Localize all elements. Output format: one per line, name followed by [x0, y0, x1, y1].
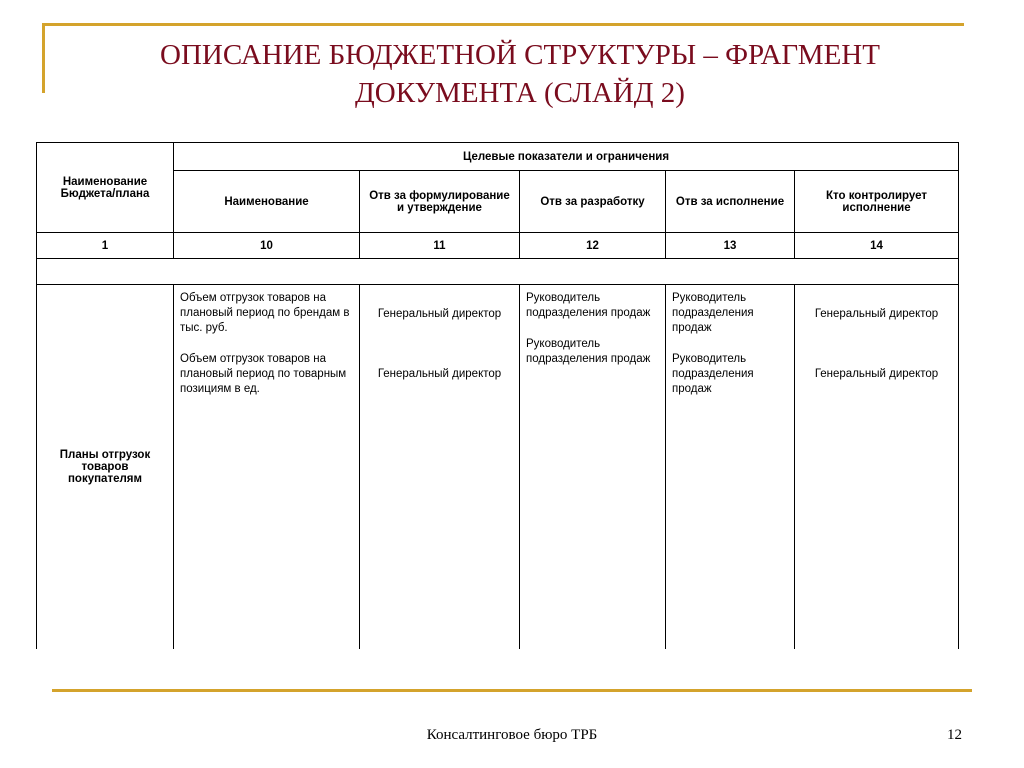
frame-left-line — [42, 23, 45, 93]
develop-cell — [520, 285, 666, 649]
page-number: 12 — [947, 727, 962, 743]
target-name-2: Объем отгрузок товаров на плановый период по товарным позициям в ед. — [180, 353, 347, 395]
develop-2: Руководитель подразделения продаж — [526, 338, 651, 365]
approve-2: Генеральный директор — [377, 368, 502, 380]
column-number-11: 11 — [360, 233, 520, 259]
approve-cell — [360, 285, 520, 649]
header-name: Наименование — [174, 171, 360, 233]
control-1: Генеральный директор — [814, 308, 939, 320]
column-number-12: 12 — [520, 233, 666, 259]
header-execute: Отв за исполнение — [666, 171, 795, 233]
slide-title — [80, 36, 960, 112]
approve-1: Генеральный директор — [377, 308, 502, 320]
budget-structure-table — [36, 142, 959, 649]
slide-title-line-2: ДОКУМЕНТА (СЛАЙД 2) — [355, 77, 685, 109]
target-name-1: Объем отгрузок товаров на плановый период по брендам в тыс. руб. — [180, 292, 350, 334]
control-cell — [795, 285, 959, 649]
develop-1: Руководитель подразделения продаж — [526, 292, 651, 319]
empty-separator-row — [37, 259, 959, 285]
execute-2: Руководитель подразделения продаж — [672, 353, 754, 395]
execute-1: Руководитель подразделения продаж — [672, 292, 754, 334]
budget-plan-cell: Планы отгрузок товаров покупателям — [37, 285, 174, 649]
header-group-targets: Целевые показатели и ограничения — [174, 143, 959, 171]
header-control: Кто контролирует исполнение — [795, 171, 959, 233]
column-number-13: 13 — [666, 233, 795, 259]
footer-company: Консалтинговое бюро ТРБ — [426, 727, 598, 743]
frame-top-line — [42, 23, 964, 26]
target-names-cell — [174, 285, 360, 649]
header-approve: Отв за формулирование и утверждение — [360, 171, 520, 233]
footer-line — [52, 689, 972, 692]
header-develop: Отв за разработку — [520, 171, 666, 233]
header-budget-name: Наименование Бюджета/плана — [37, 143, 174, 233]
column-number-10: 10 — [174, 233, 360, 259]
slide-title-line-1: ОПИСАНИЕ БЮДЖЕТНОЙ СТРУКТУРЫ – ФРАГМЕНТ — [160, 39, 880, 71]
control-2: Генеральный директор — [814, 368, 939, 380]
column-number-14: 14 — [795, 233, 959, 259]
execute-cell — [666, 285, 795, 649]
column-number-1: 1 — [37, 233, 174, 259]
